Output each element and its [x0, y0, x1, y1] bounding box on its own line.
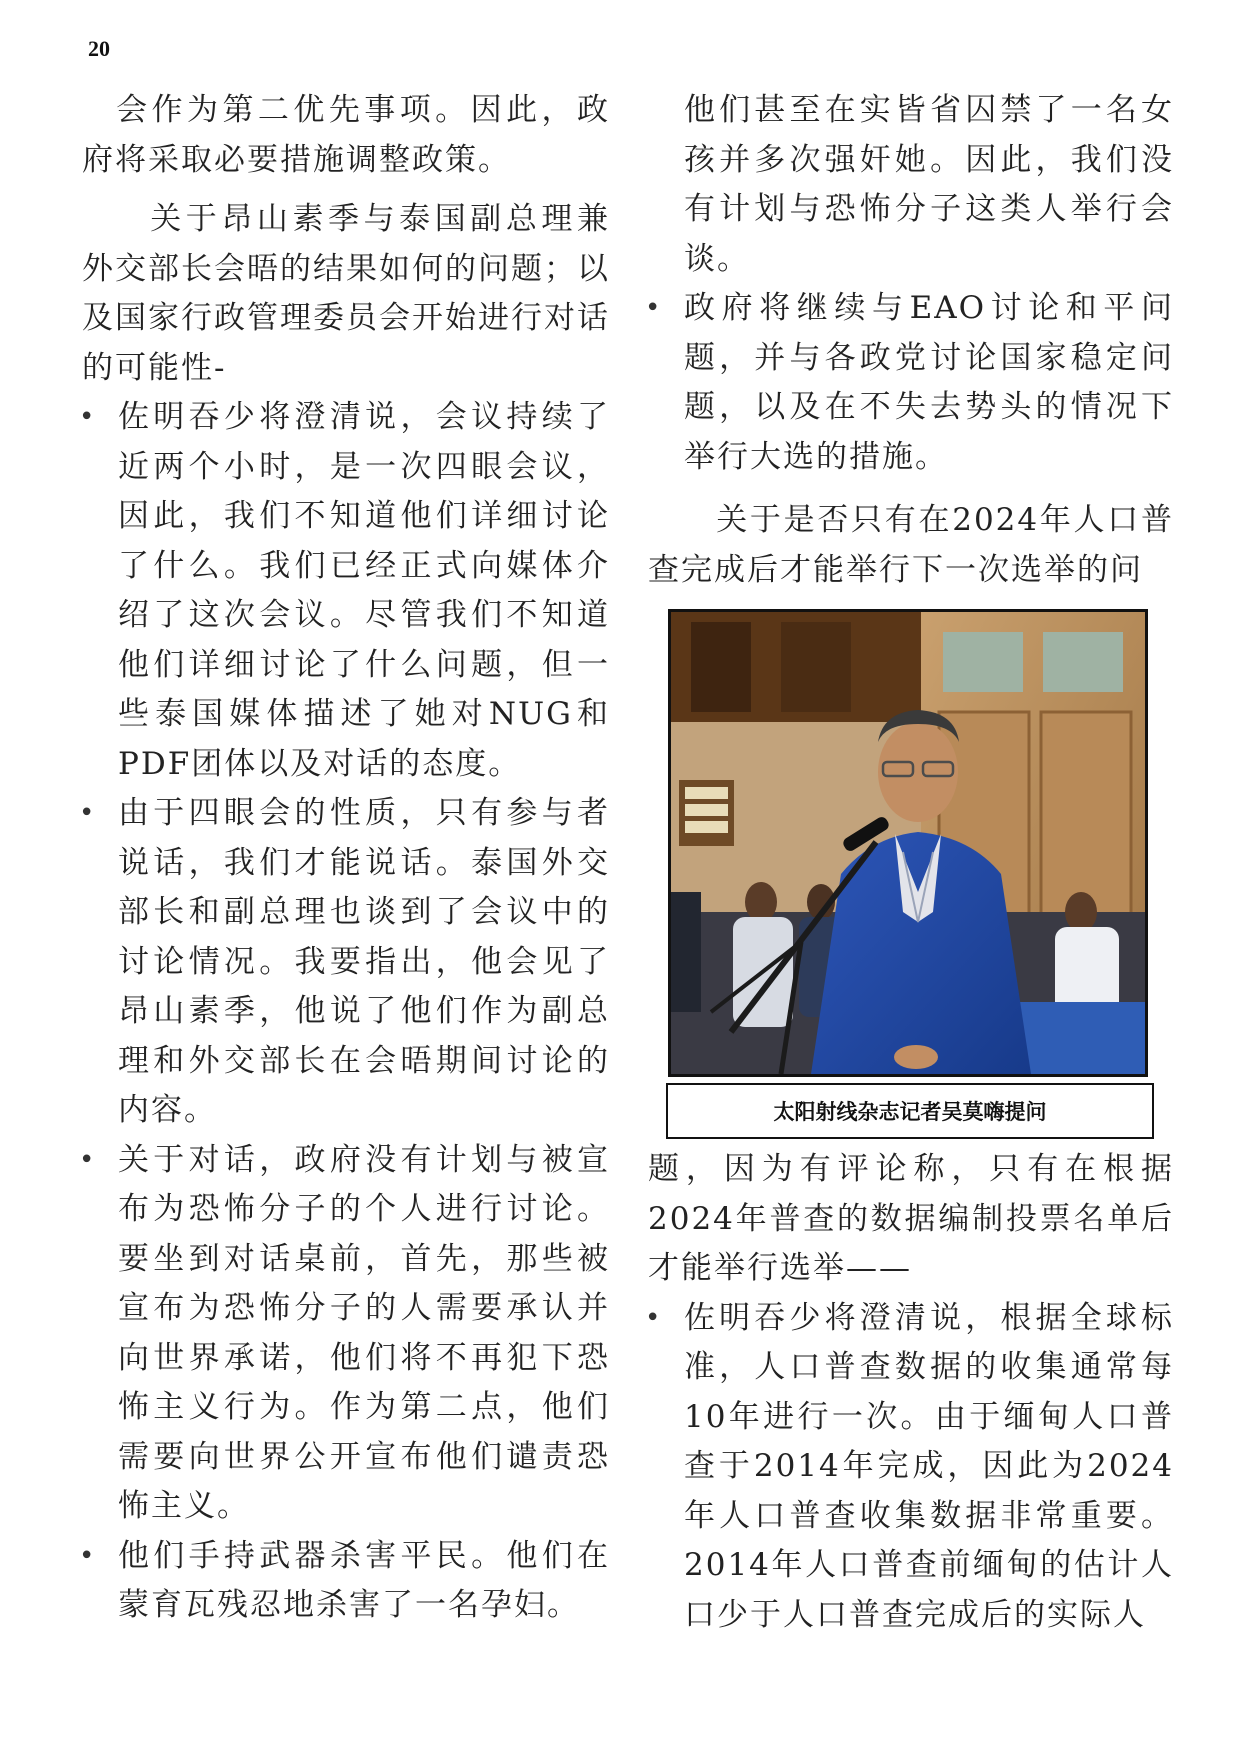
bullet-icon: • — [645, 293, 661, 323]
list-item — [79, 393, 610, 789]
list-item — [79, 1532, 610, 1631]
list-item-text: 佐明吞少将澄清说，会议持续了近两个小时，是一次四眼会议，因此，我们不知道他们详细讨论了什么。我们已经正式向媒体介绍了这次会议。尽管我们不知道他们详细讨论了什么问题，但一些泰国媒体描述了她对NUG和PDF团体以及对话的态度。 — [118, 399, 610, 782]
list-item — [645, 1294, 1174, 1641]
page-number: 20 — [88, 36, 110, 61]
bullet-list — [79, 393, 610, 1631]
list-item-text: 由于四眼会的性质，只有参与者说话，我们才能说话。泰国外交部长和副总理也谈到了会议中的讨论情况。我要指出，他会见了昂山素季，他说了他们作为副总理和外交部长在会晤期间讨论的内容。 — [118, 795, 610, 1128]
right-column — [645, 86, 1174, 1640]
paragraph-continued: 他们甚至在实皆省囚禁了一名女孩并多次强奸她。因此，我们没有计划与恐怖分子这类人举行会谈。 — [684, 92, 1174, 277]
paragraph-question: 关于昂山素季与泰国副总理兼外交部长会晤的结果如何的问题；以及国家行政管理委员会开始进行对话的可能性- — [82, 201, 610, 386]
bullet-icon: • — [645, 1302, 661, 1333]
paragraph-continued: 会作为第二优先事项。因此，政府将采取必要措施调整政策。 — [82, 92, 610, 178]
list-item — [645, 284, 1174, 482]
list-item-text: 佐明吞少将澄清说，根据全球标准，人口普查数据的收集通常每10年进行一次。由于缅甸人口普查于2014年完成，因此为2024年人口普查收集数据非常重要。2014年人口普查前缅甸的估计人口少于人口普查完成后的实际人 — [684, 1299, 1174, 1633]
bullet-icon: • — [79, 1144, 95, 1175]
reporter-photo — [668, 609, 1148, 1077]
paragraph-continued: 题，因为有评论称，只有在根据2024年普查的数据编制投票名单后才能举行选举—— — [648, 1151, 1174, 1286]
photo-caption: 太阳射线杂志记者吴莫嗨提问 — [666, 1083, 1154, 1139]
left-column — [79, 86, 610, 1631]
list-item-text: 政府将继续与EAO讨论和平问题，并与各政党讨论国家稳定问题，以及在不失去势头的情况下举行大选的措施。 — [684, 290, 1174, 475]
bullet-list — [645, 284, 1174, 482]
list-item-text: 关于对话，政府没有计划与被宣布为恐怖分子的个人进行讨论。要坐到对话桌前，首先，那些被宣布为恐怖分子的人需要承认并向世界承诺，他们将不再犯下恐怖主义行为。作为第二点，他们需要向世界公开宣布他们谴责恐怖主义。 — [118, 1141, 610, 1524]
paragraph-question: 关于是否只有在2024年人口普查完成后才能举行下一次选举的问 — [648, 502, 1174, 588]
bullet-icon: • — [79, 798, 95, 828]
bullet-icon: • — [79, 402, 95, 432]
list-item — [79, 1136, 610, 1532]
list-item — [79, 789, 610, 1136]
list-item-text: 他们手持武器杀害平民。他们在蒙育瓦残忍地杀害了一名孕妇。 — [118, 1537, 610, 1623]
bullet-list — [645, 1294, 1174, 1641]
bullet-icon: • — [79, 1540, 95, 1571]
